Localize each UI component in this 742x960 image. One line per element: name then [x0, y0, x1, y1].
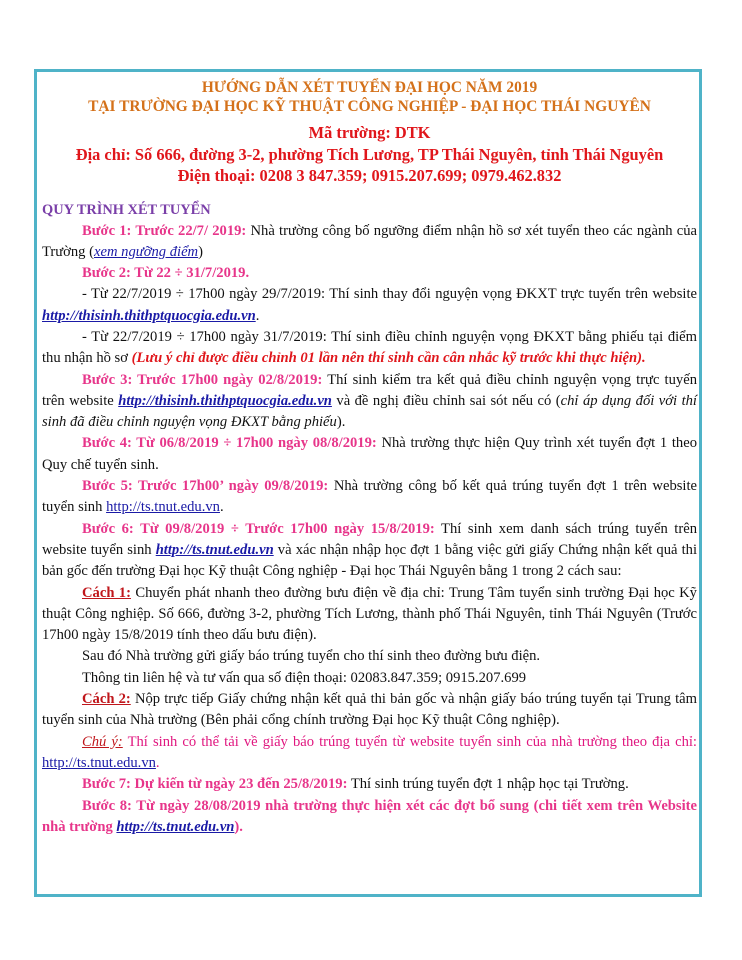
step-7-label: Bước 7: Dự kiến từ ngày 23 đến 25/8/2019: [82, 776, 348, 793]
step-2a-end: . [255, 307, 260, 324]
step-5-label: Bước 5: Trước 17h00’ ngày 09/8/2019: [82, 478, 329, 495]
method-2-label: Cách 2: [82, 691, 131, 708]
document-content [42, 78, 697, 838]
method-2-text: Nộp trực tiếp Giấy chứng nhận kết quả thi bản gốc và nhận giấy báo trúng tuyển tại Trung tâm tuyển sinh của Nhà trường (Bên phải cổng chính trường Đại học Kỹ thuật Công nghiệp). [42, 691, 697, 729]
step-4-label: Bước 4: Từ 06/8/2019 ÷ 17h00 ngày 08/8/2019: [82, 435, 377, 452]
step-7-text: Thí sinh trúng tuyển đợt 1 nhập học tại Trường. [347, 776, 629, 793]
school-name: TẠI TRƯỜNG ĐẠI HỌC KỸ THUẬT CÔNG NGHIỆP - ĐẠI HỌC THÁI NGUYÊN [88, 98, 651, 115]
step-6-text2: và xác nhận nhập học đợt 1 bằng việc gửi giấy Chứng nhận kết quả thi bản gốc đến trường Đại học Kỹ thuật Công nghiệp - Đại học Thái Nguyên bằng 1 trong 2 cách sau: [42, 541, 698, 580]
tnut-link-2[interactable]: http://ts.tnut.edu.vn [155, 541, 274, 558]
note-text: Thí sinh có thể tải về giấy báo trúng tuyển từ website tuyển sinh của nhà trường theo địa chỉ: [122, 733, 697, 750]
step-8 [42, 796, 697, 839]
note-end: . [155, 754, 160, 771]
note [42, 732, 697, 775]
note-label: Chú ý: [82, 733, 123, 750]
threshold-link[interactable]: xem ngưỡng điểm [94, 243, 199, 260]
step-1 [42, 221, 697, 264]
step-3-end: ). [336, 414, 346, 431]
thisinh-link[interactable]: http://thisinh.thithptquocgia.edu.vn [42, 307, 256, 324]
document-title: HƯỚNG DẪN XÉT TUYỂN ĐẠI HỌC NĂM 2019 [201, 79, 538, 96]
method-1 [42, 583, 697, 647]
step-8-label: Bước 8: Từ ngày 28/08/2019 nhà trường thực hiện xét các đợt bổ sung (chi tiết xem trên Website nhà trường [42, 797, 697, 835]
step-1-end: ) [198, 243, 203, 260]
step-4-text: Nhà trường thực hiện Quy trình xét tuyển đợt 1 theo Quy chế tuyển sinh. [42, 435, 698, 473]
step-5-end: . [219, 499, 224, 516]
step-4 [42, 433, 697, 476]
step-3-note: chỉ áp dụng đối với thí sinh đã điều chỉnh nguyện vọng ĐKXT bằng phiếu [42, 392, 697, 431]
step-6-label: Bước 6: Từ 09/8/2019 ÷ Trước 17h00 ngày 15/8/2019: [82, 520, 435, 537]
method-1-after: Sau đó Nhà trường gửi giấy báo trúng tuyển cho thí sinh theo đường bưu điện. [82, 648, 541, 665]
step-1-label: Bước 1: Trước 22/7/ 2019: [82, 222, 247, 239]
step-3-label: Bước 3: Trước 17h00 ngày 02/8/2019: [82, 371, 323, 388]
step-2b-text: - Từ 22/7/2019 ÷ 17h00 ngày 31/7/2019: Thí sinh điều chỉnh nguyện vọng ĐKXT bằng phiếu tại điểm thu nhận hồ sơ [42, 328, 697, 367]
tnut-link-3[interactable]: http://ts.tnut.edu.vn [42, 754, 156, 771]
method-2 [42, 689, 697, 732]
thisinh-link-2[interactable]: http://thisinh.thithptquocgia.edu.vn [118, 392, 332, 409]
method-1-text: Chuyển phát nhanh theo đường bưu điện về địa chỉ: Trung Tâm tuyển sinh trường Đại học Kỹ thuật Công nghiệp. Số 666, đường 3-2, phường Tích Lương, thành phố Thái Nguyên, tỉnh Thái Nguyên (Trước 17h00 ngày 15/8/2019 tính theo dấu bưu điện). [42, 584, 697, 644]
tnut-link[interactable]: http://ts.tnut.edu.vn [106, 499, 220, 516]
method-1-label: Cách 1: [82, 584, 131, 601]
step-2-label: Bước 2: Từ 22 ÷ 31/7/2019. [82, 265, 250, 282]
step-2-item-a [42, 284, 697, 327]
step-5-text: Nhà trường công bố kết quả trúng tuyển đợt 1 trên website tuyển sinh [42, 478, 698, 516]
step-2-item-b [42, 327, 697, 370]
section-title: QUY TRÌNH XÉT TUYỂN [42, 201, 211, 218]
tnut-link-4[interactable]: http://ts.tnut.edu.vn [116, 818, 235, 835]
step-6-text: Thí sinh xem danh sách trúng tuyển trên website tuyển sinh [42, 520, 697, 558]
step-8-end: ). [234, 818, 243, 835]
step-2a-text: - Từ 22/7/2019 ÷ 17h00 ngày 29/7/2019: Thí sinh thay đổi nguyện vọng ĐKXT trực tuyến trên website [82, 286, 697, 303]
step-2b-note: (Lưu ý chỉ được điều chỉnh 01 lần nên thí sinh cần cân nhắc kỹ trước khi thực hiện). [131, 350, 646, 367]
step-2 [42, 263, 697, 284]
method-1-contact: Thông tin liên hệ và tư vấn qua số điện thoại: 02083.847.359; 0915.207.699 [82, 669, 527, 686]
step-3-text: Thí sinh kiểm tra kết quả điều chỉnh nguyện vọng trực tuyến trên website [42, 371, 697, 409]
step-1-text: Nhà trường công bố ngưỡng điểm nhận hồ sơ xét tuyển theo các ngành của Trường ( [42, 222, 698, 260]
school-address: Địa chỉ: Số 666, đường 3-2, phường Tích Lương, TP Thái Nguyên, tỉnh Thái Nguyên [75, 144, 664, 164]
document-header [42, 78, 697, 187]
step-3 [42, 370, 697, 434]
step-7 [42, 774, 697, 795]
school-code: Mã trường: DTK [308, 123, 431, 142]
school-phone: Điện thoại: 0208 3 847.359; 0915.207.699; 0979.462.832 [177, 166, 562, 185]
step-5 [42, 476, 697, 519]
step-3-text2: và đề nghị điều chỉnh sai sót nếu có ( [331, 392, 561, 409]
step-6 [42, 519, 697, 583]
